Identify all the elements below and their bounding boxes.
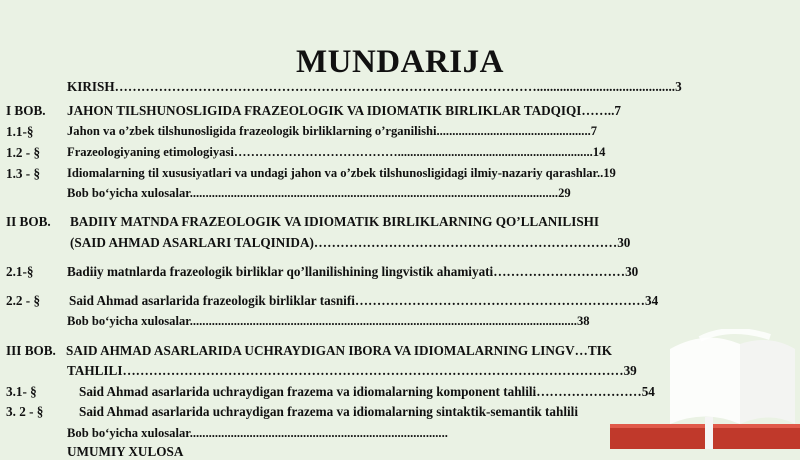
entry-number: 1.1-§ (6, 124, 34, 139)
page-title: MUNDARIJA (296, 44, 504, 80)
toc-entry: UMUMIY XULOSA (67, 444, 184, 459)
toc-entry: (SAID AHMAD ASARLARI TALQINIDA)……………………………………………………………30 (70, 235, 631, 250)
entry-number: 1.2 - § (6, 145, 41, 160)
entry-number: III BOB. (6, 343, 56, 358)
toc-entry: Idiomalarning til xususiyatlari va undagi jahon va o’zbek tilshunosligidagi ilmiy-nazariy qarashlar..19 (67, 166, 616, 180)
toc-entry: Said Ahmad asarlarida uchraydigan frazema va idiomalarning sintaktik-semantik tahlili (79, 404, 578, 419)
entry-number: 3.1- § (6, 384, 37, 399)
entry-number: I BOB. (6, 103, 46, 118)
toc-entry: JAHON TILSHUNOSLIGIDA FRAZEOLOGIK VA IDIOMATIK BIRLIKLAR TADQIQI……..7 (67, 103, 621, 118)
toc-entry: Bob bo‘yicha xulosalar.................................................................................. (67, 426, 448, 440)
toc-entry: Said Ahmad asarlarida frazeologik birliklar tasnifi…………………………………………………………34 (69, 293, 659, 308)
toc-entry: Said Ahmad asarlarida uchraydigan frazema va idiomalarning komponent tahlili……………………54 (79, 384, 655, 399)
toc-entry: Bob bo‘yicha xulosalar.....................................................................................................................29 (67, 186, 571, 200)
entry-number: II BOB. (6, 214, 51, 229)
entry-number: 1.3 - § (6, 166, 41, 181)
toc-entry: BADIIY MATNDA FRAZEOLOGIK VA IDIOMATIK BIRLIKLARNING QO’LLANILISHI (70, 214, 600, 229)
toc-entry: Bob bo‘yicha xulosalar...........................................................................................................................38 (67, 314, 590, 328)
entry-number: 2.2 - § (6, 293, 41, 308)
toc-entry: Badiiy matnlarda frazeologik birliklar qo’llanilishining lingvistik ahamiyati…………………………30 (67, 264, 639, 279)
toc-entry: Jahon va o’zbek tilshunosligida frazeologik birliklarning o’rganilishi.................................................7 (67, 124, 598, 138)
entry-number: 2.1-§ (6, 264, 34, 279)
toc-entry: Frazeologiyaning etimologiyasi…………………………………..............................................................14 (67, 145, 606, 159)
toc-entry: SAID AHMAD ASARLARIDA UCHRAYDIGAN IBORA VA IDIOMALARNING LINGV…TIK (66, 343, 613, 358)
entry-number: 3. 2 - § (6, 404, 44, 419)
toc-entry: KIRISH……………………………………………………………………………………..........................................3 (67, 79, 682, 94)
toc-entry: TAHLILI……………………………………………………………………………………………………39 (67, 363, 637, 378)
decorative-book-graphic (610, 329, 800, 449)
